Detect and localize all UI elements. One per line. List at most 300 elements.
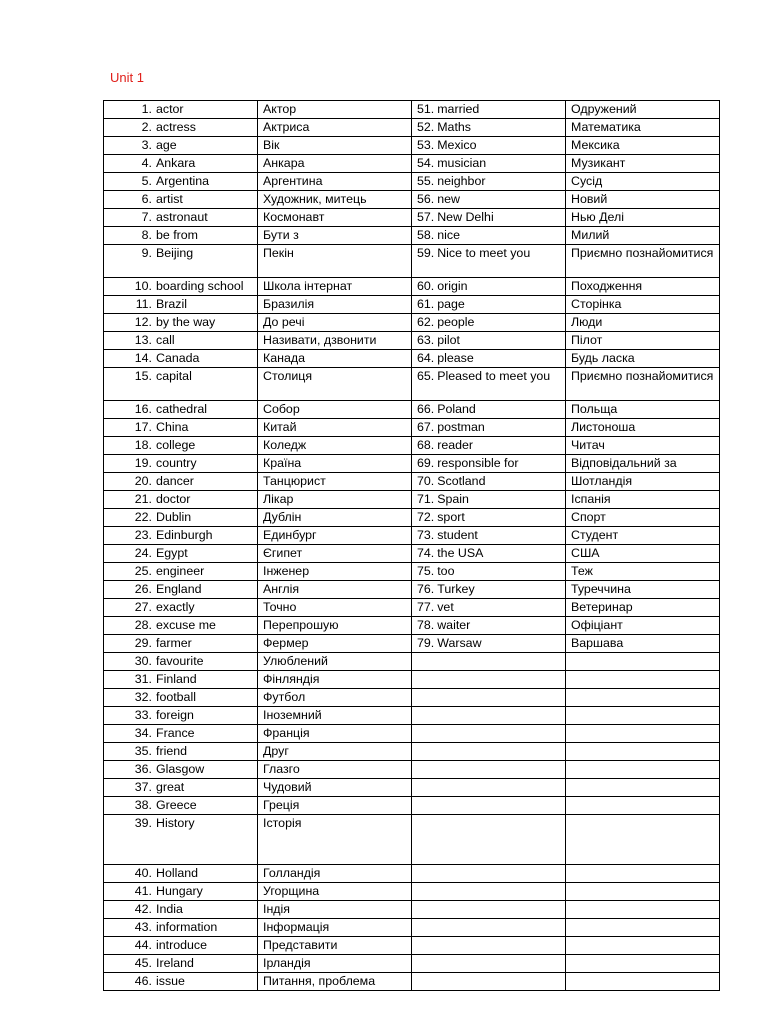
word-number: 13. xyxy=(134,333,152,347)
right-english-word-cell xyxy=(412,209,566,227)
ukrainian-translation: Спорт xyxy=(571,510,606,524)
ukrainian-translation: Музикант xyxy=(571,156,626,170)
ukrainian-translation: Актор xyxy=(263,102,297,116)
left-translation-cell xyxy=(258,545,412,563)
word-number: 76. xyxy=(417,582,435,596)
english-word: reader xyxy=(437,438,474,452)
left-translation-cell xyxy=(258,101,412,119)
left-english-word-cell xyxy=(104,296,258,314)
word-number: 4. xyxy=(141,156,152,170)
table-row xyxy=(104,955,720,973)
word-number: 59. xyxy=(417,246,435,260)
left-translation-cell xyxy=(258,314,412,332)
table-row xyxy=(104,173,720,191)
left-english-word-cell xyxy=(104,653,258,671)
ukrainian-translation: Нью Делі xyxy=(571,210,624,224)
left-translation-cell xyxy=(258,155,412,173)
english-word: Ireland xyxy=(156,956,194,970)
left-english-word-cell xyxy=(104,563,258,581)
left-english-word-cell xyxy=(104,815,258,865)
ukrainian-translation: Інженер xyxy=(263,564,310,578)
left-english-word-cell xyxy=(104,119,258,137)
left-translation-cell xyxy=(258,209,412,227)
ukrainian-translation: Сторінка xyxy=(571,297,622,311)
english-word: great xyxy=(156,780,185,794)
right-english-word-cell xyxy=(412,901,566,919)
ukrainian-translation: Приємно познайомитися xyxy=(571,369,714,383)
table-row xyxy=(104,473,720,491)
right-english-word-cell xyxy=(412,617,566,635)
word-number: 3. xyxy=(141,138,152,152)
left-english-word-cell xyxy=(104,101,258,119)
right-english-word-cell xyxy=(412,155,566,173)
ukrainian-translation: Фермер xyxy=(263,636,309,650)
english-word: nice xyxy=(437,228,460,242)
table-row xyxy=(104,901,720,919)
word-number: 23. xyxy=(134,528,152,542)
ukrainian-translation: Новий xyxy=(571,192,608,206)
word-number: 32. xyxy=(134,690,152,704)
word-number: 38. xyxy=(134,798,152,812)
right-translation-cell xyxy=(566,101,720,119)
right-translation-cell xyxy=(566,245,720,278)
right-english-word-cell xyxy=(412,437,566,455)
table-row xyxy=(104,209,720,227)
word-number: 46. xyxy=(134,974,152,988)
table-row xyxy=(104,527,720,545)
english-word: Beijing xyxy=(156,246,194,260)
word-number: 77. xyxy=(417,600,435,614)
right-translation-cell xyxy=(566,191,720,209)
left-english-word-cell xyxy=(104,689,258,707)
ukrainian-translation: Мексика xyxy=(571,138,620,152)
table-row xyxy=(104,545,720,563)
left-translation-cell xyxy=(258,707,412,725)
left-english-word-cell xyxy=(104,455,258,473)
ukrainian-translation: Ірландія xyxy=(263,956,311,970)
left-translation-cell xyxy=(258,689,412,707)
ukrainian-translation: Милий xyxy=(571,228,610,242)
right-english-word-cell xyxy=(412,368,566,401)
right-english-word-cell xyxy=(412,119,566,137)
ukrainian-translation: Листоноша xyxy=(571,420,636,434)
right-english-word-cell xyxy=(412,707,566,725)
table-row xyxy=(104,689,720,707)
english-word: Glasgow xyxy=(156,762,205,776)
english-word: musician xyxy=(437,156,487,170)
left-translation-cell xyxy=(258,671,412,689)
table-row xyxy=(104,137,720,155)
ukrainian-translation: Художник, митець xyxy=(263,192,367,206)
english-word: China xyxy=(156,420,189,434)
ukrainian-translation: Математика xyxy=(571,120,641,134)
word-number: 27. xyxy=(134,600,152,614)
right-english-word-cell xyxy=(412,865,566,883)
table-row xyxy=(104,101,720,119)
right-english-word-cell xyxy=(412,491,566,509)
right-english-word-cell xyxy=(412,227,566,245)
english-word: Canada xyxy=(156,351,200,365)
left-translation-cell xyxy=(258,901,412,919)
table-row xyxy=(104,455,720,473)
ukrainian-translation: Варшава xyxy=(571,636,624,650)
word-number: 26. xyxy=(134,582,152,596)
left-english-word-cell xyxy=(104,527,258,545)
table-row xyxy=(104,350,720,368)
right-translation-cell xyxy=(566,137,720,155)
english-word: waiter xyxy=(437,618,471,632)
english-word: country xyxy=(156,456,197,470)
left-english-word-cell xyxy=(104,314,258,332)
ukrainian-translation: Польща xyxy=(571,402,618,416)
right-english-word-cell xyxy=(412,761,566,779)
left-translation-cell xyxy=(258,527,412,545)
right-translation-cell xyxy=(566,119,720,137)
word-number: 20. xyxy=(134,474,152,488)
english-word: actress xyxy=(156,120,196,134)
word-number: 78. xyxy=(417,618,435,632)
right-english-word-cell xyxy=(412,332,566,350)
word-number: 60. xyxy=(417,279,435,293)
right-english-word-cell xyxy=(412,725,566,743)
word-number: 28. xyxy=(134,618,152,632)
english-word: England xyxy=(156,582,202,596)
english-word: married xyxy=(437,102,480,116)
ukrainian-translation: Угорщина xyxy=(263,884,320,898)
ukrainian-translation: Анкара xyxy=(263,156,305,170)
right-english-word-cell xyxy=(412,955,566,973)
english-word: actor xyxy=(156,102,184,116)
left-english-word-cell xyxy=(104,955,258,973)
english-word: Warsaw xyxy=(437,636,482,650)
ukrainian-translation: Представити xyxy=(263,938,338,952)
ukrainian-translation: Дублін xyxy=(263,510,302,524)
right-english-word-cell xyxy=(412,173,566,191)
right-english-word-cell xyxy=(412,653,566,671)
right-english-word-cell xyxy=(412,671,566,689)
right-english-word-cell xyxy=(412,599,566,617)
right-english-word-cell xyxy=(412,815,566,865)
english-word: sport xyxy=(437,510,465,524)
ukrainian-translation: Точно xyxy=(263,600,297,614)
ukrainian-translation: Вік xyxy=(263,138,280,152)
word-number: 30. xyxy=(134,654,152,668)
right-translation-cell xyxy=(566,332,720,350)
left-translation-cell xyxy=(258,937,412,955)
word-number: 65. xyxy=(417,369,435,383)
left-english-word-cell xyxy=(104,743,258,761)
right-english-word-cell xyxy=(412,689,566,707)
word-number: 53. xyxy=(417,138,435,152)
ukrainian-translation: Іспанія xyxy=(571,492,611,506)
right-translation-cell xyxy=(566,599,720,617)
right-english-word-cell xyxy=(412,101,566,119)
word-number: 51. xyxy=(417,102,435,116)
right-translation-cell xyxy=(566,865,720,883)
left-translation-cell xyxy=(258,455,412,473)
left-english-word-cell xyxy=(104,419,258,437)
left-english-word-cell xyxy=(104,509,258,527)
left-translation-cell xyxy=(258,743,412,761)
table-row xyxy=(104,581,720,599)
left-english-word-cell xyxy=(104,401,258,419)
right-translation-cell xyxy=(566,545,720,563)
english-word: football xyxy=(156,690,196,704)
word-number: 58. xyxy=(417,228,435,242)
right-english-word-cell xyxy=(412,779,566,797)
left-english-word-cell xyxy=(104,209,258,227)
word-number: 71. xyxy=(417,492,435,506)
right-english-word-cell xyxy=(412,137,566,155)
word-number: 69. xyxy=(417,456,435,470)
word-number: 1. xyxy=(141,102,152,116)
left-english-word-cell xyxy=(104,332,258,350)
word-number: 37. xyxy=(134,780,152,794)
table-row xyxy=(104,278,720,296)
english-word: farmer xyxy=(156,636,192,650)
left-translation-cell xyxy=(258,368,412,401)
right-english-word-cell xyxy=(412,545,566,563)
right-translation-cell xyxy=(566,671,720,689)
english-word: Dublin xyxy=(156,510,192,524)
ukrainian-translation: Голландія xyxy=(263,866,321,880)
word-number: 15. xyxy=(134,369,152,383)
english-word: Brazil xyxy=(156,297,187,311)
right-english-word-cell xyxy=(412,455,566,473)
left-translation-cell xyxy=(258,617,412,635)
right-english-word-cell xyxy=(412,401,566,419)
left-translation-cell xyxy=(258,635,412,653)
table-row xyxy=(104,119,720,137)
ukrainian-translation: Країна xyxy=(263,456,302,470)
english-word: the USA xyxy=(437,546,484,560)
left-translation-cell xyxy=(258,973,412,991)
right-english-word-cell xyxy=(412,296,566,314)
right-translation-cell xyxy=(566,209,720,227)
left-english-word-cell xyxy=(104,437,258,455)
table-row xyxy=(104,937,720,955)
english-word: information xyxy=(156,920,218,934)
english-word: too xyxy=(437,564,455,578)
english-word: Finland xyxy=(156,672,197,686)
right-translation-cell xyxy=(566,491,720,509)
ukrainian-translation: Єгипет xyxy=(263,546,303,560)
left-translation-cell xyxy=(258,761,412,779)
left-translation-cell xyxy=(258,350,412,368)
word-number: 66. xyxy=(417,402,435,416)
table-row xyxy=(104,245,720,278)
table-row xyxy=(104,401,720,419)
left-english-word-cell xyxy=(104,883,258,901)
right-english-word-cell xyxy=(412,937,566,955)
ukrainian-translation: Канада xyxy=(263,351,305,365)
left-english-word-cell xyxy=(104,779,258,797)
left-translation-cell xyxy=(258,883,412,901)
left-english-word-cell xyxy=(104,599,258,617)
table-row xyxy=(104,599,720,617)
right-translation-cell xyxy=(566,901,720,919)
english-word: new xyxy=(437,192,460,206)
word-number: 74. xyxy=(417,546,435,560)
word-number: 10. xyxy=(134,279,152,293)
left-translation-cell xyxy=(258,473,412,491)
word-number: 12. xyxy=(134,315,152,329)
left-english-word-cell xyxy=(104,191,258,209)
word-number: 55. xyxy=(417,174,435,188)
word-number: 40. xyxy=(134,866,152,880)
table-row xyxy=(104,779,720,797)
word-number: 61. xyxy=(417,297,435,311)
english-word: pilot xyxy=(437,333,460,347)
ukrainian-translation: Бути з xyxy=(263,228,299,242)
word-number: 70. xyxy=(417,474,435,488)
word-number: 52. xyxy=(417,120,435,134)
right-english-word-cell xyxy=(412,350,566,368)
word-number: 31. xyxy=(134,672,152,686)
word-number: 7. xyxy=(141,210,152,224)
right-translation-cell xyxy=(566,815,720,865)
ukrainian-translation: Коледж xyxy=(263,438,307,452)
left-translation-cell xyxy=(258,296,412,314)
english-word: Ankara xyxy=(156,156,196,170)
table-row xyxy=(104,973,720,991)
right-translation-cell xyxy=(566,296,720,314)
ukrainian-translation: Будь ласка xyxy=(571,351,635,365)
table-row xyxy=(104,919,720,937)
ukrainian-translation: Друг xyxy=(263,744,289,758)
table-row xyxy=(104,191,720,209)
left-translation-cell xyxy=(258,191,412,209)
word-number: 42. xyxy=(134,902,152,916)
left-translation-cell xyxy=(258,119,412,137)
ukrainian-translation: Пекін xyxy=(263,246,294,260)
unit-title: Unit 1 xyxy=(110,70,144,85)
left-english-word-cell xyxy=(104,725,258,743)
right-translation-cell xyxy=(566,689,720,707)
english-word: Hungary xyxy=(156,884,203,898)
right-translation-cell xyxy=(566,919,720,937)
left-english-word-cell xyxy=(104,901,258,919)
left-translation-cell xyxy=(258,137,412,155)
right-translation-cell xyxy=(566,314,720,332)
table-row xyxy=(104,761,720,779)
ukrainian-translation: Греція xyxy=(263,798,300,812)
word-number: 44. xyxy=(134,938,152,952)
right-translation-cell xyxy=(566,173,720,191)
ukrainian-translation: Ветеринар xyxy=(571,600,633,614)
english-word: exactly xyxy=(156,600,195,614)
ukrainian-translation: Единбург xyxy=(263,528,317,542)
english-word: cathedral xyxy=(156,402,207,416)
english-word: Spain xyxy=(437,492,469,506)
right-translation-cell xyxy=(566,973,720,991)
left-english-word-cell xyxy=(104,155,258,173)
left-translation-cell xyxy=(258,725,412,743)
word-number: 34. xyxy=(134,726,152,740)
left-translation-cell xyxy=(258,955,412,973)
word-number: 35. xyxy=(134,744,152,758)
left-english-word-cell xyxy=(104,635,258,653)
right-english-word-cell xyxy=(412,797,566,815)
english-word: please xyxy=(437,351,474,365)
table-row xyxy=(104,332,720,350)
right-english-word-cell xyxy=(412,581,566,599)
word-number: 11. xyxy=(135,297,152,311)
table-row xyxy=(104,617,720,635)
table-row xyxy=(104,563,720,581)
english-word: Nice to meet you xyxy=(437,246,531,260)
word-number: 9. xyxy=(141,246,152,260)
right-english-word-cell xyxy=(412,563,566,581)
ukrainian-translation: Аргентина xyxy=(263,174,323,188)
word-number: 63. xyxy=(417,333,435,347)
ukrainian-translation: Одружений xyxy=(571,102,637,116)
english-word: origin xyxy=(437,279,468,293)
table-row xyxy=(104,368,720,401)
table-row xyxy=(104,865,720,883)
word-number: 22. xyxy=(134,510,152,524)
ukrainian-translation: Люди xyxy=(571,315,603,329)
left-english-word-cell xyxy=(104,545,258,563)
right-english-word-cell xyxy=(412,883,566,901)
english-word: France xyxy=(156,726,195,740)
left-english-word-cell xyxy=(104,797,258,815)
english-word: Argentina xyxy=(156,174,210,188)
english-word: by the way xyxy=(156,315,216,329)
left-english-word-cell xyxy=(104,973,258,991)
ukrainian-translation: Перепрошую xyxy=(263,618,339,632)
word-number: 57. xyxy=(417,210,435,224)
english-word: Holland xyxy=(156,866,199,880)
word-number: 67. xyxy=(417,420,435,434)
ukrainian-translation: Шотландія xyxy=(571,474,633,488)
left-translation-cell xyxy=(258,815,412,865)
english-word: responsible for xyxy=(437,456,519,470)
english-word: boarding school xyxy=(156,279,244,293)
word-number: 62. xyxy=(417,315,435,329)
english-word: Scotland xyxy=(437,474,486,488)
ukrainian-translation: Китай xyxy=(263,420,297,434)
ukrainian-translation: Туреччина xyxy=(571,582,631,596)
left-translation-cell xyxy=(258,509,412,527)
right-english-word-cell xyxy=(412,278,566,296)
english-word: favourite xyxy=(156,654,204,668)
ukrainian-translation: Собор xyxy=(263,402,300,416)
left-translation-cell xyxy=(258,245,412,278)
table-row xyxy=(104,314,720,332)
english-word: astronaut xyxy=(156,210,208,224)
table-row xyxy=(104,227,720,245)
english-word: age xyxy=(156,138,177,152)
ukrainian-translation: Питання, проблема xyxy=(263,974,376,988)
left-english-word-cell xyxy=(104,937,258,955)
right-translation-cell xyxy=(566,937,720,955)
left-english-word-cell xyxy=(104,707,258,725)
right-translation-cell xyxy=(566,563,720,581)
right-translation-cell xyxy=(566,725,720,743)
english-word: capital xyxy=(156,369,192,383)
right-translation-cell xyxy=(566,278,720,296)
word-number: 18. xyxy=(134,438,152,452)
left-english-word-cell xyxy=(104,137,258,155)
ukrainian-translation: США xyxy=(571,546,600,560)
word-number: 41. xyxy=(134,884,152,898)
ukrainian-translation: Іноземний xyxy=(263,708,322,722)
english-word: excuse me xyxy=(156,618,216,632)
word-number: 79. xyxy=(417,636,435,650)
english-word: college xyxy=(156,438,196,452)
left-english-word-cell xyxy=(104,617,258,635)
